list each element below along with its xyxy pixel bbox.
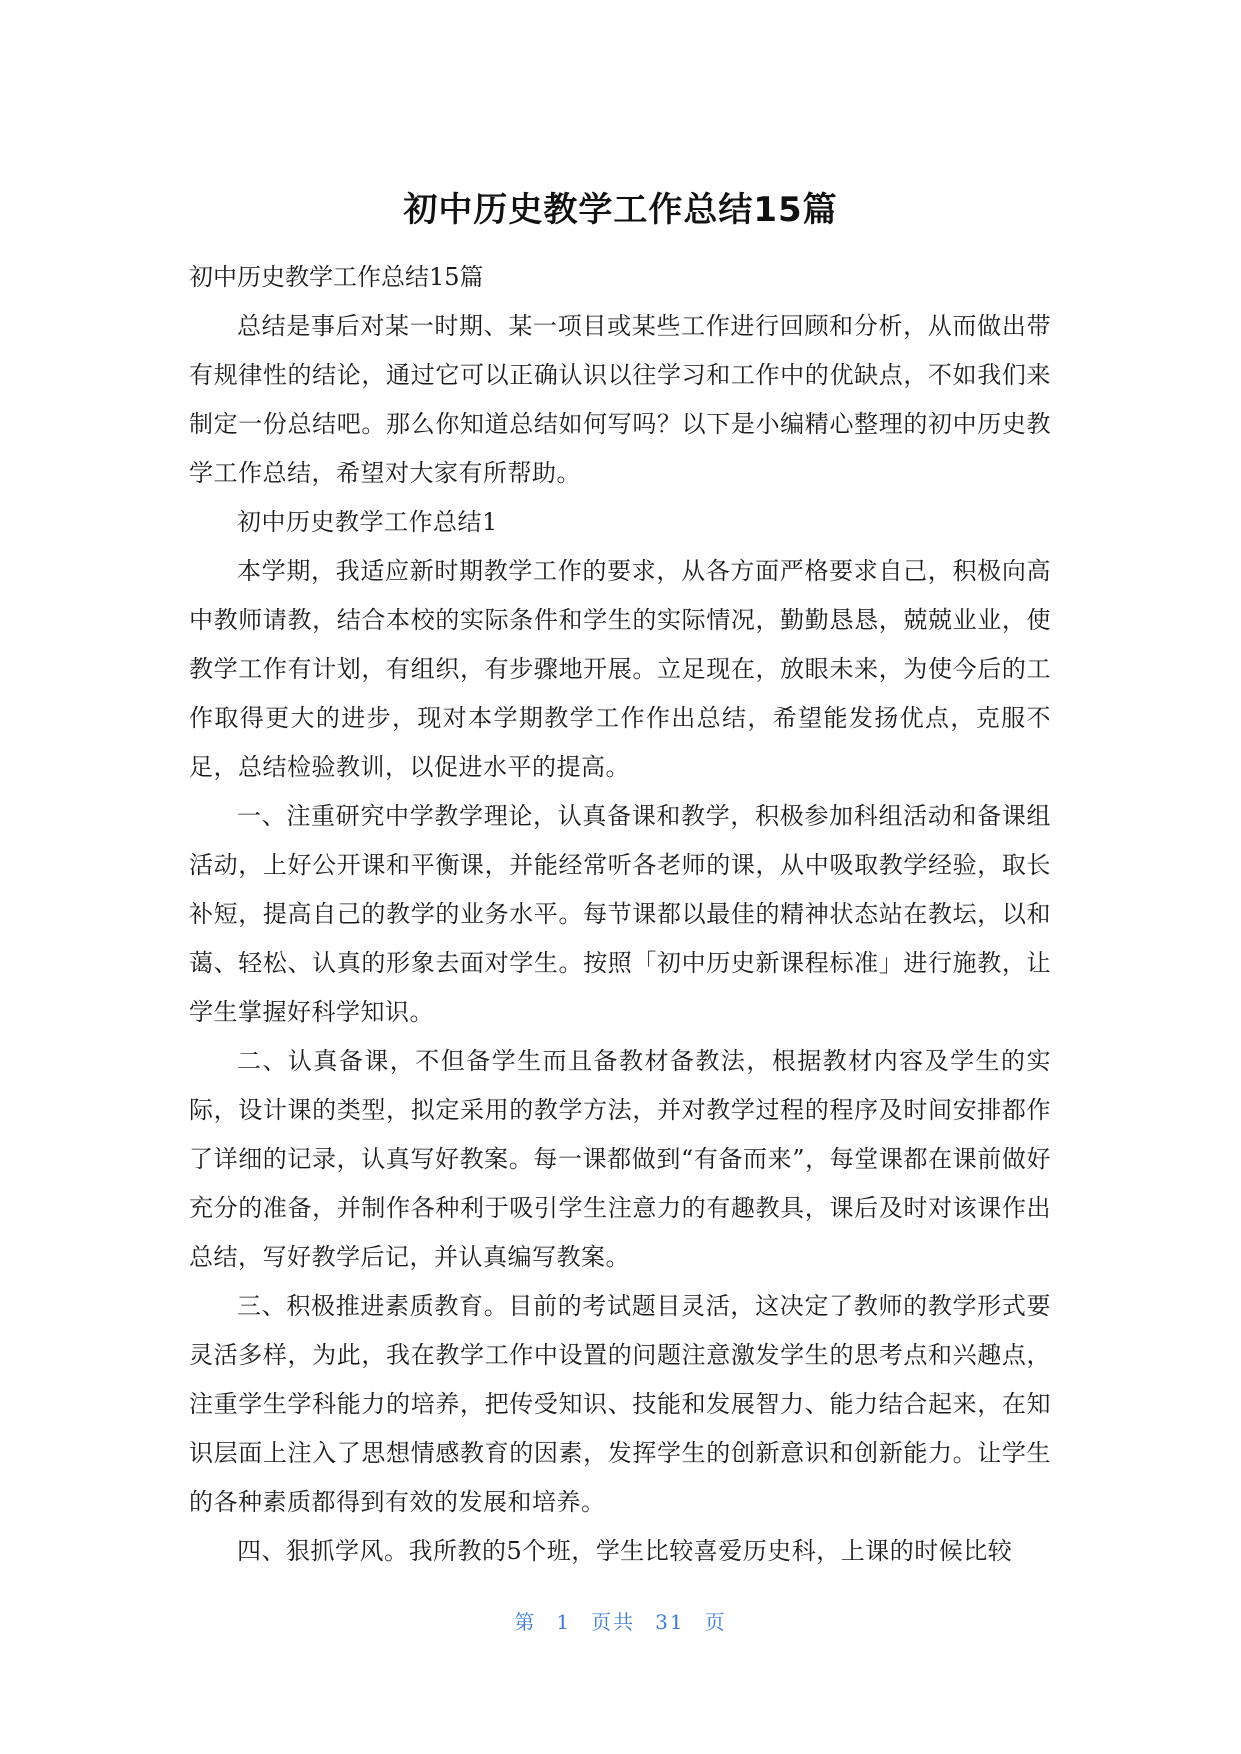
paragraph-point-3: 三、积极推进素质教育。目前的考试题目灵活，这决定了教师的教学形式要灵活多样，为此，我在教学工作中设置的问题注意激发学生的思考点和兴趣点，注重学生学科能力的培养，把传受知识、技能和发展智力、能力结合起来，在知识层面上注入了思想情感教育的因素，发挥学生的创新意识和创新能力。让学生的各种素质都得到有效的发展和培养。 [189, 1292, 1051, 1516]
paragraph-intro: 总结是事后对某一时期、某一项目或某些工作进行回顾和分析，从而做出带有规律性的结论，通过它可以正确认识以往学习和工作中的优缺点，不如我们来制定一份总结吧。那么你知道总结如何写吗？以下是小编精心整理的初中历史教学工作总结，希望对大家有所帮助。 [189, 312, 1051, 487]
paragraph-summary: 本学期，我适应新时期教学工作的要求，从各方面严格要求自己，积极向高中教师请教，结合本校的实际条件和学生的实际情况，勤勤恳恳，兢兢业业，使教学工作有计划，有组织，有步骤地开展。立足现在，放眼未来，为使今后的工作取得更大的进步，现对本学期教学工作作出总结，希望能发扬优点，克服不足，总结检验教训，以促进水平的提高。 [189, 557, 1051, 781]
page-footer [0, 1606, 1241, 1635]
footer-middle: 页共 [591, 1610, 636, 1634]
footer-prefix: 第 [514, 1610, 537, 1634]
paragraph-point-2: 二、认真备课，不但备学生而且备教材备教法，根据教材内容及学生的实际，设计课的类型，拟定采用的教学方法，并对教学过程的程序及时间安排都作了详细的记录，认真写好教案。每一课都做到“有备而来”，每堂课都在课前做好充分的准备，并制作各种利于吸引学生注意力的有趣教具，课后及时对该课作出总结，写好教学后记，并认真编写教案。 [189, 1047, 1051, 1271]
document-title: 初中历史教学工作总结15篇 [403, 190, 838, 230]
document-subtitle: 初中历史教学工作总结15篇 [189, 263, 484, 291]
paragraph-point-4: 四、狠抓学风。我所教的5个班，学生比较喜爱历史科，上课的时候比较 [237, 1537, 1013, 1565]
footer-suffix: 页 [704, 1610, 727, 1634]
document-body [189, 253, 1051, 1576]
footer-page-number: 1 [556, 1610, 572, 1634]
paragraph-point-1: 一、注重研究中学教学理论，认真备课和教学，积极参加科组活动和备课组活动，上好公开课和平衡课，并能经常听各老师的课，从中吸取教学经验，取长补短，提高自己的教学的业务水平。每节课都以最佳的精神状态站在教坛，以和蔼、轻松、认真的形象去面对学生。按照「初中历史新课程标准」进行施教，让学生掌握好科学知识。 [189, 802, 1051, 1026]
footer-page-total: 31 [655, 1610, 685, 1634]
section-heading-1: 初中历史教学工作总结1 [237, 508, 498, 536]
